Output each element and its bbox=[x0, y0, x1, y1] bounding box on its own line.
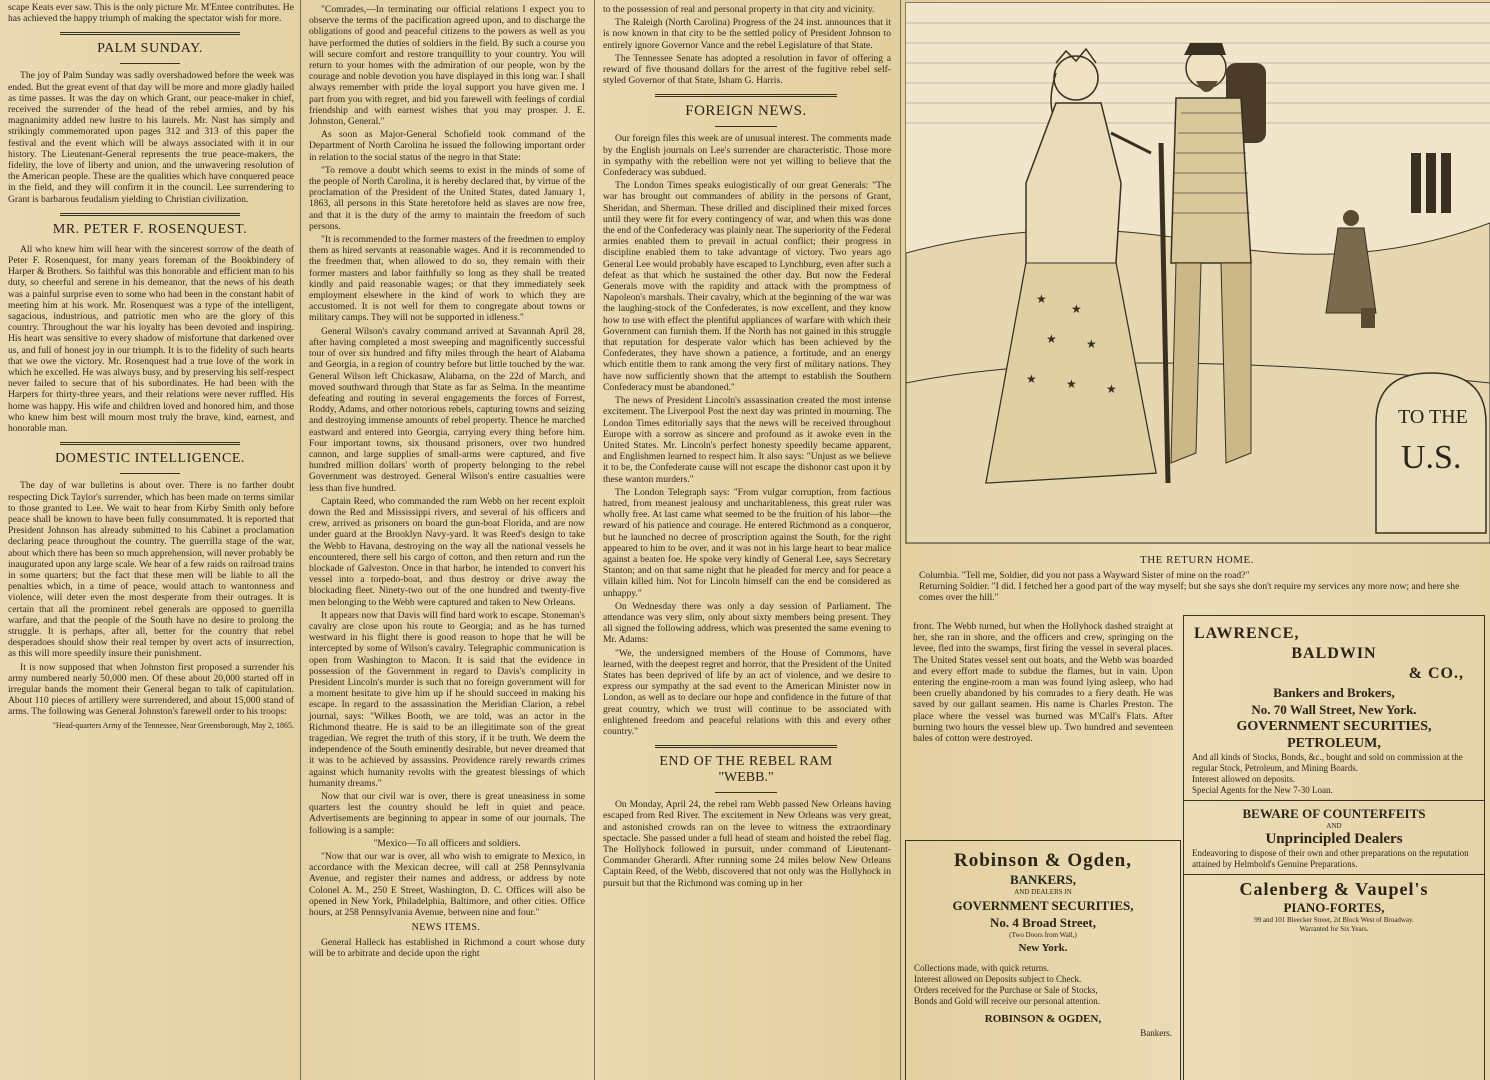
lawrence-line10: Special Agents for the New 7-30 Loan. bbox=[1192, 785, 1333, 795]
domestic-p2: It is now supposed that when Johnston first proposed a surrender his army numbered nearly 50,000 men. Of these about 20,000 started off in irregular bands the moment their General began to talk of capitulation. About 110 pieces of artillery were surrendered, and about 15,000 stand of arms. The following was General Johnston's farewell order to his troops: bbox=[8, 661, 294, 718]
calenberg-line1: Calenberg & Vaupel's bbox=[1239, 879, 1429, 899]
counterfeits-line2: AND bbox=[1326, 822, 1342, 830]
rosenquest-body: All who knew him will hear with the sincerest sorrow of the death of Peter F. Rosenquest, for many years foreman of the Bookbindery of Harper & Brothers. So faithful was this honorable and efficient man to his duty, so cheerful and serene in his demeanor, that the news of his death was a painful surprise even to some who had been in the constant habit of meeting him at his work. Mr. Rosenquest was a type of the intelligent, sagacious, industrious, and patriotic men who are the glory of this country. Throughout the war his loyalty has been devoted and inspiring. His heart was sensitive to every shadow of misfortune that darkened over us, and full of honest joy in our triumph. It is to the fidelity of such hearts that we owe the victory. Mr. Rosenquest had a true love of the work in which he excelled. He was always busy, and by preserving his self-respect never failed to secure that of his subordinates. He had been with the Harpers for thirty-three years, and their relations were never ruffled. His home was happy. His wife and children loved and honored him, and those who knew him best will mourn most truly the brave, kind, earnest, and honorable man. bbox=[8, 243, 294, 435]
ad-counterfeits bbox=[1184, 805, 1484, 870]
illustration-caption bbox=[905, 546, 1489, 604]
svg-text:★: ★ bbox=[1026, 372, 1037, 386]
halleck-court: General Halleck has established in Richmond a court whose duty will be to arbitrate and decide upon the right bbox=[309, 937, 585, 960]
davis-escape: It appears now that Davis will find hard work to escape. Stoneman's cavalry are close upon his route to Georgia; and as he has turned westward in his flight there is good reason to hope that he will be intercepted by some of Wilson's cavalry. Telegraphic communication is open from Washington to Macon. It is said that the evidence in possession of the Government in regard to Davis's complicity in President Lincoln's murder is such that no foreign government will for a moment hesitate to give him up if he should succeed in making his escape. In regard to the assassination the Meridian Clarion, a rebel journal, says: "Wilkes Booth, we are told, was an actor in the Richmond theatre. He is said to be an illegitimate son of the great tragedian. We regret the truth of this story, if it be truth. We deem the independence of the South eminently desirable, but never dreamed that it was to be achieved by assassins. Providence rarely rewards crimes against which humanity revolts with the greatest blessings of which humanity dreams." bbox=[309, 609, 585, 789]
webb-continued bbox=[905, 615, 1179, 746]
palm-sunday-body: The joy of Palm Sunday was sadly overshadowed before the week was ended. But the great event of that day will be more and more gladly hailed as time passes. It was the day on which Grant, our peace-maker in chief, received the surrender of the head of the rebel armies, and by his magnanimity added new lustre to his laurels. Mr. Nast has simply and strikingly commemorated upon pages 312 and 313 of this paper the festival and the event which will be always associated with it in our history. The Lieutenant-General represents the true peace-makers, the fidelity, the love of liberty and union, and the unwavering resolution of the American people. These are the qualities which have conquered peace in the field, and they will confirm it in the council. Lee surrendering to Grant is barbarous feudalism yielding to Christian civilization. bbox=[8, 70, 294, 205]
svg-text:★: ★ bbox=[1106, 382, 1117, 396]
chimney-icon bbox=[1441, 153, 1451, 213]
column-1 bbox=[0, 0, 300, 1080]
caption-columbia: Columbia. "Tell me, Soldier, did you not pass a Wayward Sister of mine on the road?" bbox=[919, 570, 1250, 581]
robinson-interest: Interest allowed on Deposits subject to Check. bbox=[914, 974, 1082, 984]
column-2 bbox=[300, 0, 591, 1080]
webb-heading-2: "WEBB." bbox=[718, 770, 774, 786]
calenberg-line4: Warranted for Six Years. bbox=[1299, 925, 1369, 933]
ad-calenberg bbox=[1184, 879, 1484, 934]
foreign-p6: "We, the undersigned members of the House of Commons, have learned, with the deepest regret and horror, that the President of the United States has been deprived of life by an act of violence, and we desire to express our sympathy at the sad event to the American Minister now in London, as well as to declare our hope and confidence in the future of that great country, which we trust will continue to be associated with enlightened freedom and peaceful relations with this and every other country." bbox=[603, 647, 891, 737]
divider bbox=[715, 792, 777, 793]
chimney-icon bbox=[1426, 153, 1436, 213]
robinson-city: New York. bbox=[1018, 942, 1068, 954]
tennessee-text: The Tennessee Senate has adopted a resolution in favor of offering a reward of five thousand dollars for the arrest of the fugitive rebel self-styled Governor of that State, Isham G. Harris. bbox=[603, 52, 891, 87]
robinson-collections: Collections made, with quick returns. bbox=[914, 963, 1049, 973]
webb-continued-text: front. The Webb turned, but when the Hollyhock dashed straight at her, she ran in shore, and the officers and crew, springing on the levee, fled into the swamps, first firing the vessel in several places. The United States vessel sent out boats, and the Webb was boarded and every effort made to subdue the flames, but in vain. Upon entering the engine-room a man was found lying asleep, who had been cruelly abandoned by his comrades to a fiery death. He was saved by our gallant seamen. His name is Charles Preston. The place where the vessel was burned was M'Call's Flats. After burning two hours the vessel blew up. Two hundred and seventeen bales of cotton were destroyed. bbox=[913, 621, 1173, 745]
foreign-p4: The London Telegraph says: "From vulgar corruption, from factious hatred, from meanest jealousy and uncharitableness, this great ruler was wholly free. At last came what seemed to be the fruition of his labor—the reward of his patience and courage. He entered Richmond as a conqueror, but he launched no decree of proscription against the South, for the right appeared to him to be over, and it was not in his large heart to bear malice against a beaten foe. He spoke very kindly of General Lee, says Secretary Stanton; and on that same night that he pleaded for mercy and for peace a villain killed him. Not for Lincoln himself can the end be considered as unhappy." bbox=[603, 486, 891, 599]
divider bbox=[655, 745, 837, 748]
divider bbox=[715, 126, 777, 127]
lawrence-line1: LAWRENCE, bbox=[1194, 625, 1300, 642]
robinson-sign-bankers: Bankers. bbox=[1140, 1028, 1172, 1038]
intro-text: scape Keats ever saw. This is the only picture Mr. M'Entee contributes. He has achieved the happy triumph of making the spectator wish for more. bbox=[8, 2, 294, 25]
news-items-heading: NEWS ITEMS. bbox=[411, 922, 481, 934]
robinson-bonds: Bonds and Gold will receive our personal attention. bbox=[914, 996, 1100, 1006]
palm-sunday-heading: PALM SUNDAY. bbox=[97, 41, 203, 57]
divider bbox=[60, 32, 240, 35]
divider bbox=[655, 94, 837, 97]
svg-text:★: ★ bbox=[1086, 337, 1097, 351]
sign-text-1: TO THE bbox=[1398, 406, 1468, 428]
raleigh-text: The Raleigh (North Carolina) Progress of the 24 inst. announces that it is now known in that city to be the settled policy of President Johnson to entirely ignore Governor Vance and the rebel Legislature of that State. bbox=[603, 17, 891, 51]
svg-text:★: ★ bbox=[1066, 377, 1077, 391]
counterfeits-line4: Endeavoring to dispose of their own and other preparations on the reputation attained by Helmbold's Genuine Preparations. bbox=[1192, 848, 1469, 869]
chimney-icon bbox=[1411, 153, 1421, 213]
robinson-bankers: BANKERS, bbox=[1009, 872, 1077, 887]
svg-text:★: ★ bbox=[1071, 302, 1082, 316]
divider bbox=[1184, 800, 1484, 801]
domestic-p1: The day of war bulletins is about over. There is no farther doubt respecting Dick Taylor's surrender, which has been made on terms similar to those granted to Lee. We wait to hear from Kirby Smith only before peace shall be known to have been fully consummated. It is reported that President Johnson has already submitted to his Cabinet a proclamation declaring peace throughout the country. The guerrilla stage of the war, about which there has been so much apprehension, will never probably be inaugurated upon any large scale. We hear of a few raids on railroad trains in some quarters; but the fact that these men will be liable to all the penalties which, in a time of peace, would attach to wantonness and violence, will deter even the most desperate from their outrages. It is certain that all the prominent rebel generals are opposed to guerrilla warfare, and that the people of the South have no desire to prolong the struggle. It is perhaps, after all, better for the country that rebel desperadoes should show their real temper by overt acts of insurrection, as this will more speedily insure their punishment. bbox=[8, 480, 294, 660]
lawrence-line8: And all kinds of Stocks, Bonds, &c., bought and sold on commission at the regular Stock, Petroleum, and Mining Boards. bbox=[1192, 752, 1463, 773]
milestone-sign bbox=[1376, 373, 1486, 533]
calenberg-line2: PIANO-FORTES, bbox=[1283, 900, 1385, 915]
sign-text-2: U.S. bbox=[1401, 439, 1462, 476]
divider bbox=[60, 213, 240, 216]
wilson-cavalry: General Wilson's cavalry command arrived at Savannah April 28, after having completed a most sweeping and magnificently successful tour of over six hundred and fifty miles through the heart of Alabama and Georgia, in a region of country before but little touched by the war. General Wilson left Chickasaw, Alabama, on the 22d of March, and moved southward through that State as far as Selma. In the meantime defeating and routing in several engagements the forces of Forrest, Roddy, Adams, and other notorious rebels, capturing towns and seizing and destroying immense amounts of rebel property. Thence he marched eastward and entered into Georgia, carrying every thing before him. Four important towns, six thousand prisoners, over two hundred cannon, and large supplies of small-arms were captured, and five hundred million dollars' worth of property belonging to the rebel Government was destroyed. General Wilson's entire casualties were less than five hundred. bbox=[309, 325, 585, 494]
caption-soldier: Returning Soldier. "I did. I fetched her a good part of the way myself; but she says she don't require my services any more now; and here she comes over the hill." bbox=[919, 581, 1460, 604]
robinson-gov: GOVERNMENT SECURITIES, bbox=[952, 898, 1134, 913]
domestic-p3: "Head-quarters Army of the Tennessee, Near Greensborough, May 2, 1865. bbox=[52, 720, 294, 730]
johnston-farewell: "Comrades,—In terminating our official relations I expect you to observe the terms of the pacification agreed upon, and to discharge the obligations of good and peaceful citizens to the powers as well as you have performed the duties of soldiers in the field. By such a course you will secure comfort and restore tranquillity to your country. You will return to your homes with the admiration of our people, won by the courage and noble devotion you have displayed in this long war. I shall always remember with pride the loyal support you have given me. I part from you with regret, and bid you farewell with feelings of cordial friendship and with earnest wishes that you may prosper. J. E. Johnston, General." bbox=[309, 4, 585, 128]
emigration-intro: Now that our civil war is over, there is great uneasiness in some quarters lest the country should be left in quiet and peace. Advertisements are beginning to appear in some of our journals. The following is a sample: bbox=[309, 791, 585, 836]
robinson-address: No. 4 Broad Street, bbox=[989, 915, 1097, 930]
captain-reed: Captain Reed, who commanded the ram Webb on her recent exploit down the Red and Mississippi rivers, and several of his officers and crew, arrived as prisoners on board the gun-boat Florida, and are now under guard at the Brooklyn Navy-yard. It was Reed's design to take the Webb to Havana, destroying on the way all the national vessels he encountered, there sell his cargo of cotton, and then return and run the blockade of Galveston. Once in that harbor, he intended to convert his vessel into a torpedo-boat, and thus destroy or drive away the blockading fleet. Ninety-two out of the one hundred and twenty-five men belonging to the Webb were captured and taken to New Orleans. bbox=[309, 495, 585, 608]
counterfeits-line1: BEWARE OF COUNTERFEITS bbox=[1242, 806, 1426, 821]
lawrence-line2: BALDWIN bbox=[1291, 645, 1377, 662]
lawrence-line3: & CO., bbox=[1408, 665, 1464, 682]
divider bbox=[60, 442, 240, 445]
return-home-illustration bbox=[905, 2, 1490, 544]
domestic-heading: DOMESTIC INTELLIGENCE. bbox=[55, 451, 245, 467]
svg-text:★: ★ bbox=[1046, 332, 1057, 346]
counterfeits-line3: Unprincipled Dealers bbox=[1265, 831, 1403, 847]
calenberg-line3: 99 and 101 Bleecker Street, 2d Block West of Broadway. bbox=[1254, 916, 1414, 924]
webb-heading: END OF THE REBEL RAM bbox=[659, 754, 833, 770]
lawrence-line7: PETROLEUM, bbox=[1287, 736, 1381, 751]
rosenquest-heading: MR. PETER F. ROSENQUEST. bbox=[52, 221, 248, 237]
robinson-doors: (Two Doors from Wall,) bbox=[1009, 931, 1077, 939]
column-3 bbox=[594, 0, 897, 1080]
engraving-svg bbox=[906, 3, 1490, 543]
robinson-dealers: AND DEALERS IN bbox=[1014, 888, 1072, 896]
ads-right-column bbox=[1183, 615, 1485, 1080]
foreign-news-heading: FOREIGN NEWS. bbox=[685, 103, 807, 120]
foreign-p5: On Wednesday there was only a day session of Parliament. The attendance was very slim, only about sixty members being present. They all signed the following address, which was presented the same evening to Mr. Adams: bbox=[603, 600, 891, 646]
foreign-p2: The London Times speaks eulogistically of our great Generals: "The war has brought out commanders of ability in the persons of Grant, Sheridan, and Sherman. These drilled and disciplined their mixed forces until they were fit for every contingency of war, and when this was done the end of the Confederacy was plainly near. The superiority of the Federal armies enabled them to prevail in actual conflict; their progress in discipline enabled them to take advantage of victory. Two years ago General Lee would probably have escaped to Lynchburg, even after such a defeat as that which he sustained the other day. But now the Federal Generals move with the rapidity and attack with the promptness of Napoleon's marshals. Their cavalry, which at the beginning of the war was the laughing-stock of the Confederates, is now excellent, and they know how to use with effect the plentiful appliances of warfare with which their Government can furnish them. If the North has not gained in this struggle that reputation for desperate valor which has been achieved by the Confederates, they have shown a patience, a fortitude, and an energy which entitle them to rank among the very first of military nations. They have now sufficiently shown that the attempt to establish the Southern Confederacy must be abandoned." bbox=[603, 180, 891, 393]
foreign-p1: Our foreign files this week are of unusual interest. The comments made by the English journals on Lee's surrender are characteristic. Those more in sympathy with the rebellion were not yet willing to believe that the Confederacy was subdued. bbox=[603, 133, 891, 179]
property-text: to the possession of real and personal property in that city and vicinity. bbox=[603, 4, 875, 15]
lawrence-line6: GOVERNMENT SECURITIES, bbox=[1236, 719, 1432, 734]
ad-robinson-ogden bbox=[905, 840, 1181, 1080]
schofield-order-1: "To remove a doubt which seems to exist in the minds of some of the people of North Carolina, it is hereby declared that, by virtue of the proclamation of the President of the United States, dated January 1, 1863, all persons in this State heretofore held as slaves are now free, and that it is the duty of the army to maintain the freedom of such persons. bbox=[309, 164, 585, 232]
lawrence-line9: Interest allowed on deposits. bbox=[1192, 774, 1295, 784]
divider bbox=[120, 63, 180, 64]
illustration-title: THE RETURN HOME. bbox=[1139, 554, 1255, 566]
webb-body: On Monday, April 24, the rebel ram Webb passed New Orleans having escaped from Red River. The excitement in New Orleans was very great, and astonished crowds ran on the levee to witness the extraordinary spectacle. She passed under a full head of steam and hoisted the rebel flag. The Hollyhock followed in pursuit, under command of Lieutenant-Commander Gherardi. After running some 24 miles below New Orleans Captain Reed, of the Webb, discovered that not only was the Hollyhock in pursuit but that the Richmond was coming up in her bbox=[603, 799, 891, 889]
ad-lawrence-baldwin bbox=[1184, 624, 1484, 796]
mexico-heading: "Mexico—To all officers and soldiers. bbox=[373, 837, 521, 849]
svg-text:★: ★ bbox=[1036, 292, 1047, 306]
robinson-sign: ROBINSON & OGDEN, bbox=[984, 1013, 1102, 1025]
foreign-p3: The news of President Lincoln's assassination created the most intense excitement. The Liverpool Post the next day was printed in mourning. The London Times editorially says that the news will be received throughout Europe with a sorrow as sincere and profound as it awoke even in the United States. Mr. Lincoln's perfect honesty speedily became apparent, and Englishmen learned to respect him. It also says: "Unjust as we believe it to be, the Confederate cause will not escape the dishonor cast upon it by these wanton murders." bbox=[603, 395, 891, 485]
mexico-ad: "Now that our war is over, all who wish to emigrate to Mexico, in accordance with the Mexican decree, will call at 258 Pennsylvania Avenue, and register their names and address, or address by note Colonel A. M., 250 E Street, Washington, D. C. Offices will also be opened in New York, Philadelphia, Baltimore, and other cities. Office hours, at 258 Pennsylvania Avenue, between nine and four." bbox=[309, 851, 585, 919]
schofield-intro: As soon as Major-General Schofield took command of the Department of North Carolina he issued the following important order in relation to the social status of the negro in that State: bbox=[309, 129, 585, 163]
lawrence-line4: Bankers and Brokers, bbox=[1273, 685, 1395, 700]
lawrence-line5: No. 70 Wall Street, New York. bbox=[1251, 702, 1417, 717]
robinson-name: Robinson & Ogden, bbox=[953, 850, 1133, 871]
divider bbox=[1184, 874, 1484, 875]
column-4 bbox=[900, 0, 1490, 1080]
schofield-order-2: "It is recommended to the former masters of the freedmen to employ them as hired servants at reasonable wages. And it is recommended to the freedmen that, when allowed to do so, they remain with their former masters and labor faithfully so long as they shall be treated kindly and paid reasonable wages; or that they immediately seek employment elsewhere in the kind of work to which they are accustomed. It is not well for them to congregate about towns or military camps. They will not be supported in idleness." bbox=[309, 234, 585, 324]
robinson-orders: Orders received for the Purchase or Sale of Stocks, bbox=[914, 985, 1098, 995]
divider bbox=[120, 473, 180, 474]
